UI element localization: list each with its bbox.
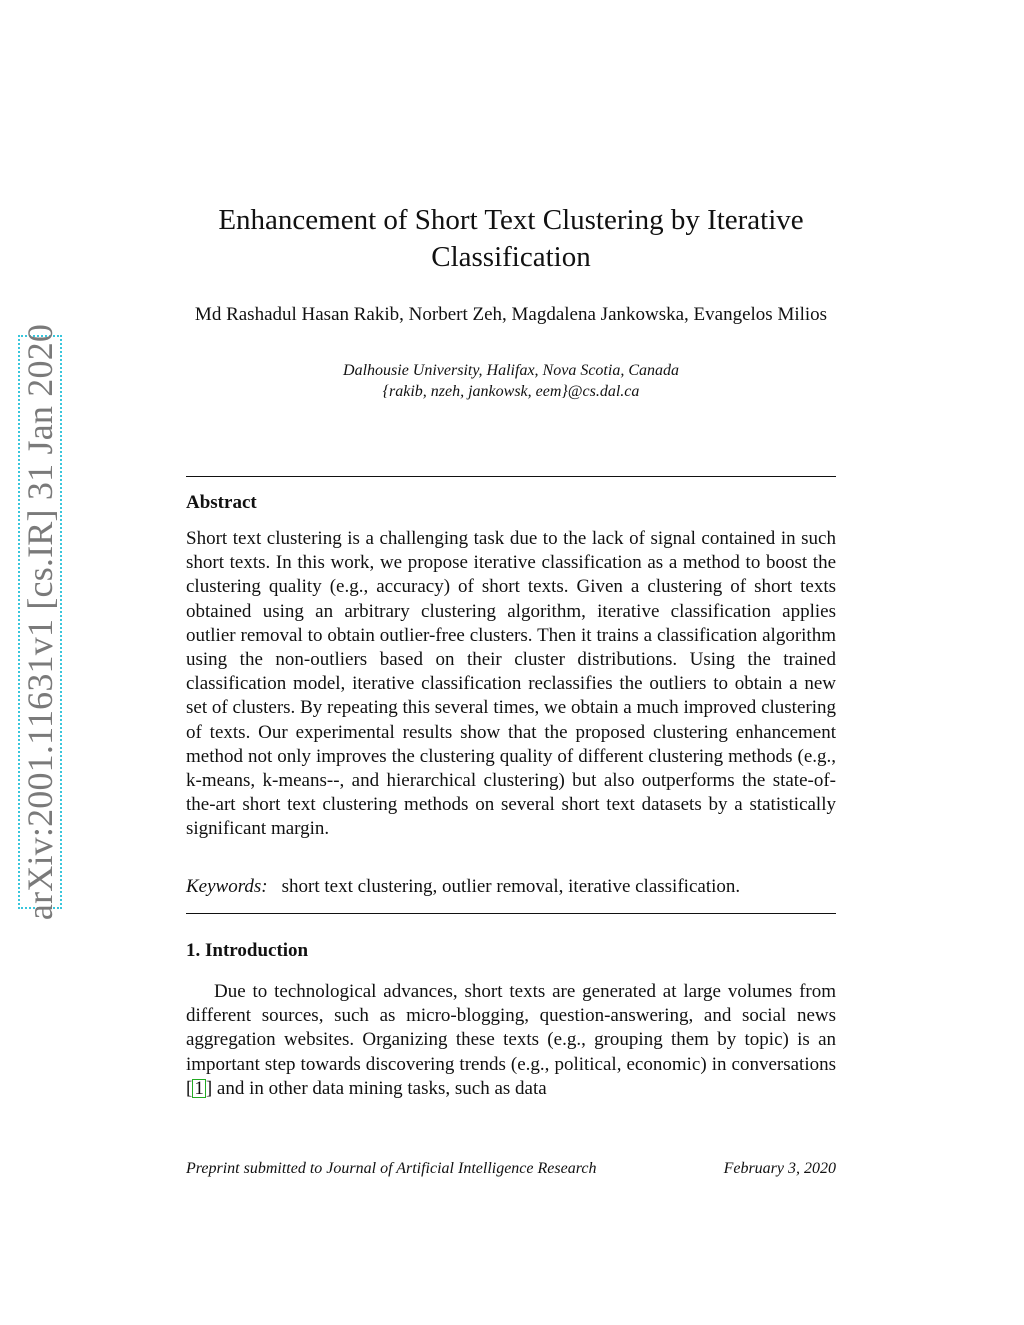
section-heading-introduction: 1. Introduction <box>186 940 309 961</box>
footer-date: February 3, 2020 <box>723 1160 836 1177</box>
keywords-text: short text clustering, outlier removal, iterative classification. <box>281 876 741 897</box>
bottom-divider <box>186 913 836 914</box>
keywords-label: Keywords: <box>186 876 268 897</box>
intro-text-part1: Due to technological advances, short texts are generated at large volumes from different sources, such as micro-blogging, question-answering, and social news aggregation websites. Organizing these texts (e.g., grouping them by topic) is an important step towards discovering trends (e.g., political, economic) in conversations <box>186 981 836 1075</box>
page-footer <box>186 1160 836 1178</box>
top-divider <box>186 476 836 477</box>
intro-text-part2: and in other data mining tasks, such as data <box>212 1077 547 1099</box>
affiliation: Dalhousie University, Halifax, Nova Scotia, Canada <box>343 362 679 379</box>
author-list: Md Rashadul Hasan Rakib, Norbert Zeh, Magdalena Jankowska, Evangelos Milios <box>194 304 828 325</box>
affiliation-block <box>186 360 836 402</box>
paper-title: Enhancement of Short Text Clustering by Iterative Classification <box>218 204 804 273</box>
introduction-paragraph: Due to technological advances, short texts are generated at large volumes from different sources, such as micro-blogging, question-answering, and social news aggregation websites. Organizing these texts (e.g., grouping them by topic) is an important step towards discovering trends (e.g., political, economic) in conversations [ 1 ] and in other data mining tasks, such as data <box>186 981 836 1099</box>
arxiv-stamp-text: arXiv:2001.11631v1 [cs.IR] 31 Jan 2020 <box>20 323 60 921</box>
keywords-line <box>186 876 836 898</box>
abstract-heading: Abstract <box>186 492 257 513</box>
footer-journal: Preprint submitted to Journal of Artificial Intelligence Research <box>186 1160 597 1177</box>
arxiv-side-stamp[interactable] <box>18 323 62 921</box>
abstract-text: Short text clustering is a challenging task due to the lack of signal contained in such short texts. In this work, we propose iterative classification as a method to boost the clustering quality (e.g., accuracy) of short texts. Given a clustering of short texts obtained using an arbitrary clustering algorithm, iterative classification applies outlier removal to obtain outlier-free clusters. Then it trains a classification algorithm using the non-outliers based on their cluster distributions. Using the trained classification model, iterative classification reclassifies the outliers to obtain a new set of clusters. By repeating this several times, we obtain a much improved clustering of texts. Our experimental results show that the proposed clustering enhancement method not only improves the clustering quality of different clustering methods (e.g., k-means, k-means--, and hierarchical clustering) but also outperforms the state-of-the-art short text clustering methods on several short text datasets by a statistically significant margin. <box>186 528 836 840</box>
author-emails: {rakib, nzeh, jankowsk, eem}@cs.dal.ca <box>382 383 640 400</box>
citation-link[interactable]: 1 <box>194 1077 204 1099</box>
